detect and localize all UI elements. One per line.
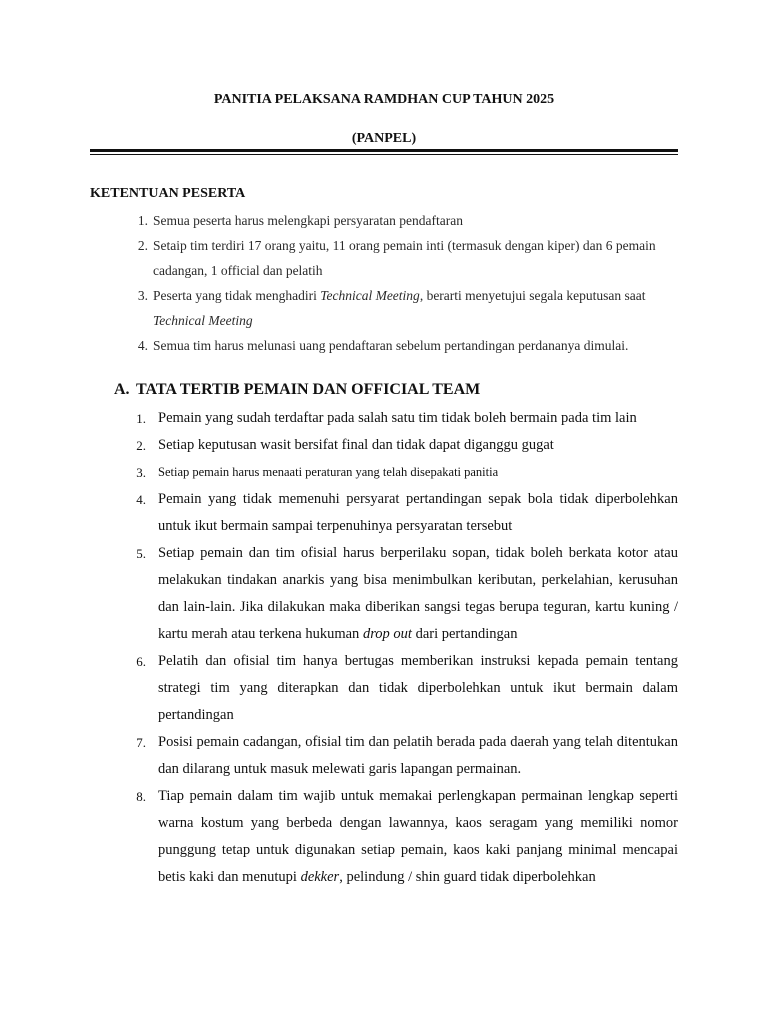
list-text-italic: Technical Meeting — [153, 313, 253, 328]
list-number: 6. — [136, 654, 146, 669]
list-number: 2. — [137, 238, 148, 253]
list-item — [90, 459, 678, 486]
list-number: 1. — [137, 213, 148, 228]
list-number: 3. — [136, 465, 146, 480]
list-text: Setaip tim terdiri 17 orang yaitu, 11 orang pemain inti (termasuk dengan kiper) dan 6 pemain cadangan, 1 official dan pelatih — [153, 238, 656, 278]
list-item — [90, 648, 678, 729]
list-item — [90, 486, 678, 540]
list-text: Pemain yang sudah terdaftar pada salah satu tim tidak boleh bermain pada tim lain — [158, 410, 637, 426]
tata-tertib-list — [90, 405, 678, 891]
list-number: 7. — [136, 735, 146, 750]
list-text-italic: dekker — [300, 869, 340, 885]
list-item — [90, 208, 678, 233]
list-item — [90, 540, 678, 648]
section-heading-ketentuan: KETENTUAN PESERTA — [90, 186, 246, 201]
list-item — [90, 283, 678, 333]
list-number: 8. — [136, 789, 146, 804]
list-number: 4. — [137, 338, 148, 353]
list-number: 1. — [136, 411, 146, 426]
list-number: 4. — [136, 492, 146, 507]
list-text-italic: drop out — [362, 626, 412, 642]
list-text: Posisi pemain cadangan, ofisial tim dan pelatih berada pada daerah yang telah ditentukan dan dilarang untuk masuk melewati garis lapangan permainan. — [158, 734, 678, 777]
list-item — [90, 783, 678, 891]
list-number: 3. — [137, 288, 148, 303]
list-text: Pemain yang tidak memenuhi persyarat pertandingan sepak bola tidak diperbolehkan untuk ikut bermain sampai terpenuhinya persyaratan tersebut — [158, 491, 678, 534]
list-item — [90, 432, 678, 459]
list-text: Setiap pemain dan tim ofisial harus berperilaku sopan, tidak boleh berkata kotor atau melakukan tindakan anarkis yang bisa menimbulkan keributan, perkelahian, kerusuhan dan lain-lain. Jika dilakukan maka diberikan sangsi tegas berupa teguran, kartu kuning / kartu merah atau terkena hukuman — [158, 545, 678, 642]
list-number: 5. — [136, 546, 146, 561]
list-text: dari pertandingan — [411, 626, 518, 642]
list-number: 2. — [136, 438, 146, 453]
list-item — [90, 405, 678, 432]
list-text: Setiap pemain harus menaati peraturan yang telah disepakati panitia — [158, 465, 499, 479]
list-text: Peserta yang tidak menghadiri — [153, 288, 321, 303]
document-title: PANITIA PELAKSANA RAMDHAN CUP TAHUN 2025 — [213, 92, 555, 107]
section-letter: A. — [114, 381, 130, 398]
list-text: Semua peserta harus melengkapi persyaratan pendaftaran — [153, 213, 463, 228]
list-item — [90, 729, 678, 783]
header-rule-thick — [90, 149, 678, 152]
list-text: Semua tim harus melunasi uang pendaftaran sebelum pertandingan perdananya dimulai. — [153, 338, 629, 353]
header-rule-thin — [90, 154, 678, 155]
list-text-italic: Technical Meeting — [320, 288, 420, 303]
list-text: , berarti menyetujui segala keputusan saat — [419, 288, 646, 303]
document-subtitle: (PANPEL) — [351, 131, 417, 146]
section-heading-text: TATA TERTIB PEMAIN DAN OFFICIAL TEAM — [136, 381, 481, 398]
ketentuan-list — [90, 208, 678, 358]
section-heading-tata-tertib — [114, 381, 480, 399]
list-text: Tiap pemain dalam tim wajib untuk memakai perlengkapan permainan lengkap seperti warna kostum yang berbeda dengan lawannya, kaos seragam yang memiliki nomor punggung tetap untuk digunakan setiap pemain, kaos kaki panjang minimal mencapai betis kaki dan menutupi — [158, 788, 678, 885]
list-item — [90, 333, 678, 358]
list-text: Pelatih dan ofisial tim hanya bertugas memberikan instruksi kepada pemain tentang strategi tim yang diterapkan dan tidak diperbolehkan untuk ikut bermain dalam pertandingan — [158, 653, 678, 723]
list-text: , pelindung / shin guard tidak diperbolehkan — [339, 869, 596, 885]
list-text: Setiap keputusan wasit bersifat final dan tidak dapat diganggu gugat — [158, 437, 554, 453]
list-item — [90, 233, 678, 283]
